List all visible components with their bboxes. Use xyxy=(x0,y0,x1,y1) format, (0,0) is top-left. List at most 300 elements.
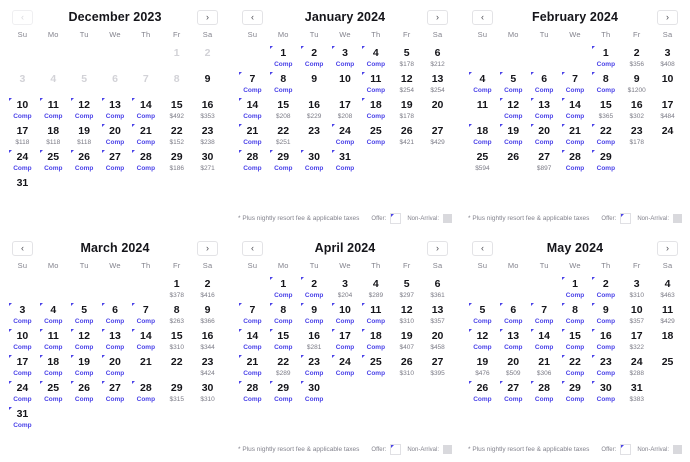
day-cell[interactable] xyxy=(130,302,161,328)
day-cell[interactable] xyxy=(192,302,223,328)
day-cell[interactable] xyxy=(621,380,652,406)
non-arrival-swatch-icon xyxy=(673,445,682,454)
day-cell[interactable] xyxy=(268,380,299,406)
day-price: Comp xyxy=(304,61,324,68)
day-cell[interactable] xyxy=(237,71,268,97)
offer-triangle-icon xyxy=(40,355,43,358)
day-cell[interactable] xyxy=(268,149,299,175)
offer-triangle-icon xyxy=(469,124,472,127)
day-cell[interactable] xyxy=(590,328,621,354)
day-number: 6 xyxy=(541,73,548,85)
day-cell[interactable] xyxy=(38,123,69,149)
day-cell xyxy=(192,45,223,71)
day-cell[interactable] xyxy=(391,328,422,354)
day-cell[interactable] xyxy=(69,354,100,380)
day-number: 2 xyxy=(204,278,211,290)
prev-month-button[interactable] xyxy=(242,10,263,25)
day-number: 8 xyxy=(280,304,287,316)
day-price: Comp xyxy=(243,318,262,325)
next-month-button[interactable] xyxy=(657,10,678,25)
day-cell[interactable] xyxy=(467,97,498,123)
day-cell[interactable] xyxy=(268,354,299,380)
offer-triangle-icon xyxy=(500,72,503,75)
day-cell[interactable] xyxy=(69,149,100,175)
day-price: Comp xyxy=(534,113,554,120)
day-cell[interactable] xyxy=(360,276,391,302)
day-cell[interactable] xyxy=(161,149,192,175)
prev-month-button[interactable] xyxy=(472,241,493,256)
offer-triangle-icon xyxy=(9,381,12,384)
offer-triangle-icon xyxy=(9,98,12,101)
day-price: Comp xyxy=(304,292,324,299)
day-cell[interactable] xyxy=(192,380,223,406)
day-cell[interactable] xyxy=(192,97,223,123)
day-cell[interactable] xyxy=(330,149,361,175)
day-cell[interactable] xyxy=(7,302,38,328)
day-cell[interactable] xyxy=(422,97,453,123)
day-cell[interactable] xyxy=(299,328,330,354)
day-cell[interactable] xyxy=(237,97,268,123)
day-number: 12 xyxy=(78,99,90,111)
weekday-label: Mo xyxy=(47,30,59,39)
legend-non-arrival xyxy=(637,445,682,454)
day-cell[interactable] xyxy=(360,123,391,149)
next-month-button[interactable] xyxy=(197,10,218,25)
calendar-footer xyxy=(230,444,460,455)
day-cell[interactable] xyxy=(621,354,652,380)
day-cell[interactable] xyxy=(652,123,683,149)
offer-triangle-icon xyxy=(469,381,472,384)
day-cell[interactable] xyxy=(330,97,361,123)
day-cell[interactable] xyxy=(100,380,131,406)
day-cell[interactable] xyxy=(560,380,591,406)
prev-month-button[interactable] xyxy=(472,10,493,25)
day-cell[interactable] xyxy=(498,354,529,380)
day-price: $254 xyxy=(430,87,445,94)
day-cell[interactable] xyxy=(299,123,330,149)
day-price: Comp xyxy=(335,318,355,325)
day-cell[interactable] xyxy=(467,302,498,328)
day-number: 13 xyxy=(431,304,444,316)
offer-triangle-icon xyxy=(500,124,503,127)
day-cell[interactable] xyxy=(422,328,453,354)
day-cell[interactable] xyxy=(652,276,683,302)
day-cell[interactable] xyxy=(652,302,683,328)
day-cell[interactable] xyxy=(161,123,192,149)
next-month-button[interactable] xyxy=(657,241,678,256)
day-cell[interactable] xyxy=(192,71,223,97)
day-cell[interactable] xyxy=(100,302,131,328)
day-cell[interactable] xyxy=(161,276,192,302)
weekday-label: Fr xyxy=(402,261,411,270)
legend-offer xyxy=(601,444,631,455)
day-cell[interactable] xyxy=(529,123,560,149)
day-cell[interactable] xyxy=(38,328,69,354)
offer-triangle-icon xyxy=(239,329,242,332)
day-cell[interactable] xyxy=(467,149,498,175)
day-cell[interactable] xyxy=(529,97,560,123)
day-price: Comp xyxy=(565,139,585,146)
offer-triangle-icon xyxy=(132,303,135,306)
day-cell[interactable] xyxy=(237,328,268,354)
day-grid xyxy=(0,276,230,432)
day-cell[interactable] xyxy=(237,123,268,149)
day-cell[interactable] xyxy=(560,71,591,97)
day-cell[interactable] xyxy=(38,97,69,123)
day-number: 17 xyxy=(661,99,674,111)
day-cell[interactable] xyxy=(299,71,330,97)
day-cell[interactable] xyxy=(130,380,161,406)
offer-triangle-icon xyxy=(531,381,534,384)
day-cell[interactable] xyxy=(268,123,299,149)
day-cell[interactable] xyxy=(7,123,38,149)
weekday-label: Th xyxy=(601,261,611,270)
day-cell[interactable] xyxy=(130,354,161,380)
day-cell[interactable] xyxy=(268,276,299,302)
day-cell[interactable] xyxy=(69,302,100,328)
day-price: $424 xyxy=(200,370,215,377)
day-price: $229 xyxy=(306,113,322,120)
prev-month-button[interactable] xyxy=(12,241,33,256)
day-cell[interactable] xyxy=(360,71,391,97)
day-cell[interactable] xyxy=(299,97,330,123)
day-cell[interactable] xyxy=(69,97,100,123)
offer-triangle-icon xyxy=(132,150,135,153)
day-price: $484 xyxy=(660,113,675,120)
day-cell[interactable] xyxy=(7,149,38,175)
day-number: 22 xyxy=(170,125,183,137)
day-number: 9 xyxy=(602,304,609,316)
day-price: Comp xyxy=(136,344,156,351)
day-number: 30 xyxy=(308,151,320,163)
day-cell[interactable] xyxy=(590,149,621,175)
prev-month-button[interactable] xyxy=(242,241,263,256)
day-cell[interactable] xyxy=(590,302,621,328)
day-cell[interactable] xyxy=(130,97,161,123)
day-cell[interactable] xyxy=(529,302,560,328)
day-cell[interactable] xyxy=(467,123,498,149)
day-cell[interactable] xyxy=(467,354,498,380)
day-price: Comp xyxy=(504,113,523,120)
offer-triangle-icon xyxy=(301,381,304,384)
day-cell[interactable] xyxy=(330,276,361,302)
offer-triangle-icon xyxy=(562,277,565,280)
day-number: 31 xyxy=(16,408,29,420)
day-cell[interactable] xyxy=(7,406,38,432)
day-number: 9 xyxy=(204,73,211,85)
day-cell[interactable] xyxy=(38,149,69,175)
weekday-label: Sa xyxy=(662,261,673,270)
offer-triangle-icon xyxy=(239,303,242,306)
day-cell[interactable] xyxy=(590,97,621,123)
day-price: Comp xyxy=(13,396,32,403)
day-cell[interactable] xyxy=(69,380,100,406)
day-cell[interactable] xyxy=(360,328,391,354)
month-header xyxy=(0,231,230,257)
day-price: Comp xyxy=(534,344,554,351)
day-number: 11 xyxy=(370,304,382,316)
day-number: 16 xyxy=(630,99,643,111)
day-cell[interactable] xyxy=(529,149,560,175)
day-cell[interactable] xyxy=(590,123,621,149)
day-price: Comp xyxy=(335,139,355,146)
offer-triangle-icon xyxy=(469,303,472,306)
day-cell[interactable] xyxy=(299,302,330,328)
day-cell[interactable] xyxy=(560,276,591,302)
day-cell[interactable] xyxy=(621,71,652,97)
day-cell[interactable] xyxy=(161,97,192,123)
day-cell[interactable] xyxy=(330,354,361,380)
next-month-button[interactable] xyxy=(427,241,448,256)
day-number: 12 xyxy=(400,73,413,85)
day-number: 19 xyxy=(78,356,90,368)
day-cell[interactable] xyxy=(422,71,453,97)
day-cell[interactable] xyxy=(391,97,422,123)
day-price: Comp xyxy=(44,344,63,351)
day-cell[interactable] xyxy=(100,97,131,123)
day-number: 10 xyxy=(16,99,29,111)
next-month-button[interactable] xyxy=(427,10,448,25)
offer-triangle-icon xyxy=(500,303,503,306)
day-cell[interactable] xyxy=(560,97,591,123)
day-price: $357 xyxy=(629,318,644,325)
day-number: 22 xyxy=(600,125,612,137)
day-cell[interactable] xyxy=(391,45,422,71)
day-cell[interactable] xyxy=(7,354,38,380)
weekday-header-row xyxy=(230,30,460,39)
weekday-label: Tu xyxy=(539,30,549,39)
day-cell[interactable] xyxy=(498,302,529,328)
day-number: 11 xyxy=(47,99,59,111)
day-cell[interactable] xyxy=(422,123,453,149)
day-price: Comp xyxy=(565,292,585,299)
weekday-label: Tu xyxy=(79,261,89,270)
day-cell[interactable] xyxy=(467,71,498,97)
offer-triangle-icon xyxy=(132,124,135,127)
day-cell[interactable] xyxy=(69,123,100,149)
day-cell[interactable] xyxy=(299,354,330,380)
day-cell[interactable] xyxy=(330,328,361,354)
day-cell[interactable] xyxy=(498,97,529,123)
day-cell[interactable] xyxy=(560,123,591,149)
offer-triangle-icon xyxy=(40,329,43,332)
day-cell[interactable] xyxy=(360,45,391,71)
day-cell[interactable] xyxy=(268,97,299,123)
day-cell[interactable] xyxy=(498,149,529,175)
day-cell[interactable] xyxy=(38,354,69,380)
day-cell[interactable] xyxy=(529,328,560,354)
day-cell[interactable] xyxy=(192,328,223,354)
offer-triangle-icon xyxy=(469,72,472,75)
day-cell[interactable] xyxy=(100,149,131,175)
day-cell[interactable] xyxy=(130,328,161,354)
day-cell[interactable] xyxy=(100,328,131,354)
day-price: $509 xyxy=(506,370,521,377)
day-cell[interactable] xyxy=(590,380,621,406)
offer-triangle-icon xyxy=(9,329,12,332)
weekday-label: Su xyxy=(17,30,28,39)
month-panel xyxy=(460,0,690,231)
day-cell[interactable] xyxy=(467,328,498,354)
weekday-label: Sa xyxy=(662,30,673,39)
day-number: 25 xyxy=(661,356,674,368)
day-cell[interactable] xyxy=(560,149,591,175)
day-cell[interactable] xyxy=(330,71,361,97)
day-cell[interactable] xyxy=(560,302,591,328)
day-cell[interactable] xyxy=(161,328,192,354)
day-cell[interactable] xyxy=(299,149,330,175)
weekday-label: Mo xyxy=(507,30,519,39)
day-cell[interactable] xyxy=(360,97,391,123)
day-cell[interactable] xyxy=(529,354,560,380)
day-price: Comp xyxy=(565,318,585,325)
day-cell[interactable] xyxy=(652,354,683,380)
day-price: $476 xyxy=(475,370,490,377)
day-cell[interactable] xyxy=(422,276,453,302)
day-number: 17 xyxy=(16,356,29,368)
day-cell[interactable] xyxy=(652,71,683,97)
day-cell[interactable] xyxy=(621,302,652,328)
day-cell[interactable] xyxy=(590,45,621,71)
day-price: $302 xyxy=(629,113,644,120)
day-cell[interactable] xyxy=(391,354,422,380)
day-cell[interactable] xyxy=(299,380,330,406)
day-cell[interactable] xyxy=(422,302,453,328)
day-number: 26 xyxy=(78,382,90,394)
day-cell[interactable] xyxy=(621,276,652,302)
day-price: Comp xyxy=(565,113,585,120)
chevron-left-icon: ‹ xyxy=(481,11,484,22)
day-cell[interactable] xyxy=(360,354,391,380)
day-number: 17 xyxy=(16,125,29,137)
weekday-label: Mo xyxy=(277,30,289,39)
day-cell[interactable] xyxy=(330,302,361,328)
legend-non-arrival-label: Non-Arrival: xyxy=(407,446,439,453)
day-number: 15 xyxy=(600,99,612,111)
day-price: Comp xyxy=(44,370,63,377)
day-cell[interactable] xyxy=(268,45,299,71)
day-cell[interactable] xyxy=(237,149,268,175)
day-cell[interactable] xyxy=(391,302,422,328)
day-cell[interactable] xyxy=(7,175,38,201)
day-cell[interactable] xyxy=(422,45,453,71)
day-cell[interactable] xyxy=(100,354,131,380)
day-cell[interactable] xyxy=(330,123,361,149)
day-cell[interactable] xyxy=(299,276,330,302)
day-cell[interactable] xyxy=(529,71,560,97)
offer-triangle-icon xyxy=(270,46,273,49)
day-number: 9 xyxy=(311,304,318,316)
offer-swatch-icon xyxy=(620,213,631,224)
day-cell[interactable] xyxy=(130,149,161,175)
day-price: $383 xyxy=(629,396,644,403)
day-cell[interactable] xyxy=(237,302,268,328)
day-cell[interactable] xyxy=(161,380,192,406)
day-number: 20 xyxy=(507,356,520,368)
offer-triangle-icon xyxy=(500,329,503,332)
day-cell[interactable] xyxy=(391,123,422,149)
day-cell[interactable] xyxy=(7,97,38,123)
day-number: 19 xyxy=(400,99,413,111)
day-price: $271 xyxy=(200,165,215,172)
day-cell[interactable] xyxy=(560,354,591,380)
offer-triangle-icon xyxy=(531,72,534,75)
day-cell[interactable] xyxy=(498,123,529,149)
day-cell[interactable] xyxy=(621,328,652,354)
offer-triangle-icon xyxy=(270,381,273,384)
day-cell[interactable] xyxy=(529,380,560,406)
day-cell[interactable] xyxy=(192,276,223,302)
day-price: Comp xyxy=(565,344,585,351)
day-cell[interactable] xyxy=(652,97,683,123)
day-cell[interactable] xyxy=(38,302,69,328)
day-cell[interactable] xyxy=(621,123,652,149)
day-cell[interactable] xyxy=(268,328,299,354)
day-cell[interactable] xyxy=(498,380,529,406)
offer-triangle-icon xyxy=(531,329,534,332)
day-cell[interactable] xyxy=(498,71,529,97)
day-price: $152 xyxy=(169,139,184,146)
day-number: 25 xyxy=(476,151,489,163)
day-cell[interactable] xyxy=(652,45,683,71)
legend-offer-label: Offer: xyxy=(601,215,617,222)
next-month-button[interactable] xyxy=(197,241,218,256)
day-cell[interactable] xyxy=(161,302,192,328)
day-price: $366 xyxy=(200,318,215,325)
day-cell[interactable] xyxy=(7,380,38,406)
day-number: 24 xyxy=(630,356,643,368)
day-cell[interactable] xyxy=(621,97,652,123)
day-cell[interactable] xyxy=(7,328,38,354)
day-cell[interactable] xyxy=(38,380,69,406)
weekday-label: Sa xyxy=(432,30,443,39)
day-cell[interactable] xyxy=(360,302,391,328)
day-cell[interactable] xyxy=(192,149,223,175)
day-cell[interactable] xyxy=(237,380,268,406)
day-price: $204 xyxy=(337,292,353,299)
day-cell[interactable] xyxy=(590,276,621,302)
day-cell[interactable] xyxy=(560,328,591,354)
day-cell[interactable] xyxy=(161,354,192,380)
day-cell[interactable] xyxy=(299,45,330,71)
day-cell[interactable] xyxy=(590,354,621,380)
day-cell[interactable] xyxy=(330,45,361,71)
day-cell[interactable] xyxy=(391,71,422,97)
day-number: 28 xyxy=(140,151,152,163)
offer-triangle-icon xyxy=(71,381,74,384)
day-cell[interactable] xyxy=(130,123,161,149)
day-cell[interactable] xyxy=(268,302,299,328)
day-cell[interactable] xyxy=(422,354,453,380)
day-price: $118 xyxy=(46,139,61,146)
offer-triangle-icon xyxy=(301,277,304,280)
day-number: 10 xyxy=(16,330,29,342)
day-cell[interactable] xyxy=(69,328,100,354)
day-cell[interactable] xyxy=(498,328,529,354)
day-cell[interactable] xyxy=(467,380,498,406)
day-cell[interactable] xyxy=(268,71,299,97)
day-cell[interactable] xyxy=(192,354,223,380)
day-cell[interactable] xyxy=(621,45,652,71)
day-cell[interactable] xyxy=(652,328,683,354)
day-cell[interactable] xyxy=(192,123,223,149)
day-cell[interactable] xyxy=(237,354,268,380)
day-cell[interactable] xyxy=(590,71,621,97)
offer-triangle-icon xyxy=(9,355,12,358)
day-cell[interactable] xyxy=(391,276,422,302)
day-cell[interactable] xyxy=(100,123,131,149)
weekday-label: Th xyxy=(141,261,151,270)
